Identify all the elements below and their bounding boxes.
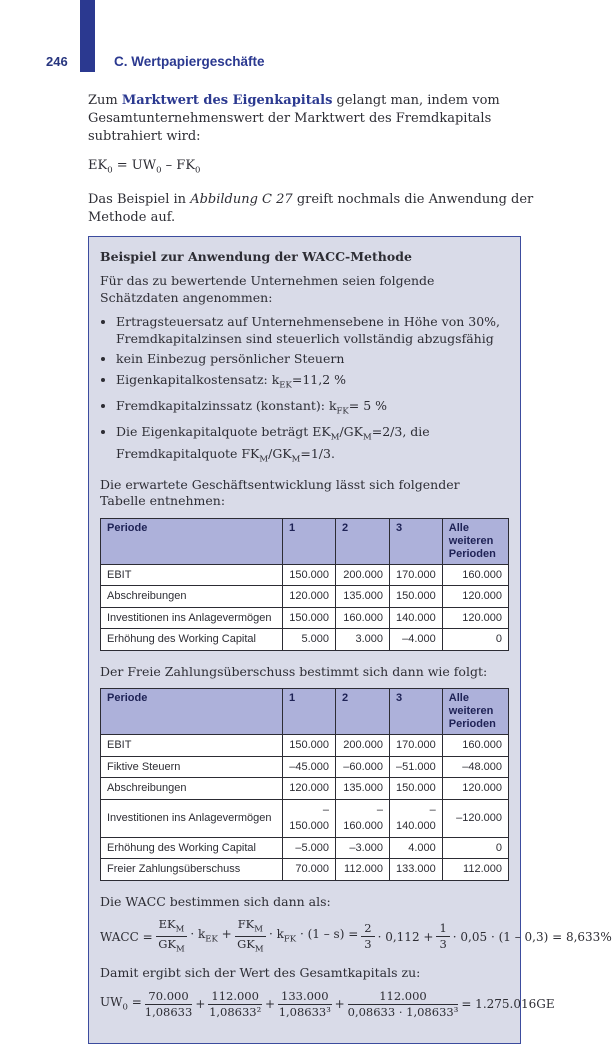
cell-value: 112.000 (442, 859, 508, 881)
table-row (101, 586, 509, 608)
cell-value: –160.000 (336, 799, 390, 837)
row-label: Erhöhung des Working Capital (101, 629, 283, 651)
cell-value: 120.000 (442, 586, 508, 608)
cell-value: –140.000 (390, 799, 443, 837)
plus-op: + (334, 997, 345, 1012)
wacc-fraction-one-third: $\frac{1}{3}$ (436, 922, 449, 951)
row-label: Freier Zahlungsüberschuss (101, 859, 283, 881)
forecast-table (100, 518, 509, 651)
uw-term-1: $\frac{70.000}{1,08633}$ (144, 988, 193, 1019)
assumption-item: • Ertragsteuersatz auf Unternehmensebene in Höhe von 30%, Fremdkapitalzinsen sind steuerlich vollständig abzugsfähig (116, 314, 509, 347)
uw-term-3: $\frac{133.000}{\text{1,08633³}}$ (278, 988, 331, 1019)
cell-value: 70.000 (283, 859, 336, 881)
wacc-lhs: WACC = (100, 929, 153, 944)
equity-value-formula: $EK_0 = UW_0 - FK_0$ (88, 158, 201, 176)
uw-lhs: $UW_0$ = (100, 994, 142, 1013)
cell-value: 200.000 (336, 735, 390, 757)
wacc-formula (100, 917, 612, 955)
cell-value: 0 (442, 837, 508, 859)
column-header: 2 (336, 518, 390, 564)
wacc-op-2: · $k_{FK} \cdot (1 - s)$ = (269, 926, 359, 945)
plus-op: + (264, 997, 275, 1012)
cell-value: 120.000 (283, 586, 336, 608)
cell-value: 4.000 (390, 837, 443, 859)
cell-value: –60.000 (336, 756, 390, 778)
intro-paragraph-2 (88, 191, 566, 227)
assumption-item: • Eigenkapitalkostensatz: $k_{EK}=11,2$ % (116, 372, 509, 394)
cell-value: –150.000 (283, 799, 336, 837)
cell-value: –120.000 (442, 799, 508, 837)
assumption-list (100, 314, 509, 468)
table-row (101, 629, 509, 651)
cell-value: 0 (442, 629, 508, 651)
wacc-fraction-two-thirds: $\frac{2}{3}$ (361, 922, 374, 951)
wacc-result: · 0,05 · (1 – 0,3) = 8,633% (452, 929, 612, 944)
intro-p2-pre: Das Beispiel in (88, 191, 191, 207)
cell-value: –48.000 (442, 756, 508, 778)
table-row (101, 799, 509, 837)
cell-value: 160.000 (442, 564, 508, 586)
uw-formula-intro: Damit ergibt sich der Wert des Gesamtkapitals zu: (100, 965, 421, 981)
table-row (101, 859, 509, 881)
chapter-bar-decoration (80, 0, 95, 72)
uw-result: = 1.275.016GE (461, 997, 555, 1012)
column-header: Alle weiteren Perioden (442, 689, 508, 735)
uw-term-4: $\frac{112.000}{\text{0,08633 · 1,08633³}}$ (347, 988, 459, 1019)
free-cashflow-table (100, 688, 509, 881)
intro-p2-post: greift nochmals die Anwendung der Methode auf. (88, 191, 534, 225)
intro-paragraph-1 (88, 92, 566, 146)
table-row (101, 735, 509, 757)
header-row (101, 689, 509, 735)
cell-value: 150.000 (283, 735, 336, 757)
table-row (101, 607, 509, 629)
cell-value: 133.000 (390, 859, 443, 881)
table-row (101, 756, 509, 778)
page-number: 246 (46, 54, 68, 69)
header-row (101, 518, 509, 564)
cell-value: 200.000 (336, 564, 390, 586)
example-box (88, 236, 612, 1044)
cell-value: 170.000 (390, 735, 443, 757)
cell-value: 170.000 (390, 564, 443, 586)
cell-value: 160.000 (442, 735, 508, 757)
assumption-item: • Fremdkapitalzinssatz (konstant): $k_{FK}= 5$ % (116, 398, 509, 420)
cell-value: 135.000 (336, 586, 390, 608)
column-header: 2 (336, 689, 390, 735)
wacc-op-3: · 0,112 + (377, 929, 434, 944)
table-row (101, 778, 509, 800)
cell-value: 135.000 (336, 778, 390, 800)
wacc-formula-intro: Die WACC bestimmen sich dann als: (100, 893, 331, 909)
row-label: Abschreibungen (101, 778, 283, 800)
wacc-op-1: · $k_{EK}$ + (190, 926, 232, 945)
cell-value: –3.000 (336, 837, 390, 859)
cell-value: 150.000 (390, 778, 443, 800)
intro-p1-pre: Zum (88, 93, 122, 108)
cell-value: 5.000 (283, 629, 336, 651)
cell-value: 150.000 (283, 607, 336, 629)
example-lead: Für das zu bewertende Unternehmen seien folgende Schätzdaten angenommen: (100, 273, 435, 305)
cell-value: –51.000 (390, 756, 443, 778)
row-label: Investitionen ins Anlagevermögen (101, 799, 283, 837)
table-row (101, 564, 509, 586)
column-header: Periode (101, 518, 283, 564)
cell-value: 120.000 (283, 778, 336, 800)
assumption-item: • Die Eigenkapitalquote beträgt $EK_M/GK_M=2/3$, die Fremdkapitalquote $FK_M/GK_M=1/3$. (116, 424, 509, 468)
total-capital-formula (100, 988, 555, 1019)
cell-value: 3.000 (336, 629, 390, 651)
cell-value: 160.000 (336, 607, 390, 629)
keyword-marktwert-eigenkapital: Marktwert des Eigenkapitals (121, 93, 333, 108)
cell-value: –45.000 (283, 756, 336, 778)
plus-op: + (195, 997, 206, 1012)
row-label: Erhöhung des Working Capital (101, 837, 283, 859)
cell-value: –5.000 (283, 837, 336, 859)
cell-value: 120.000 (442, 778, 508, 800)
free-cashflow-table-intro: Der Freie Zahlungsüberschuss bestimmt sich dann wie folgt: (100, 663, 488, 679)
cell-value: 150.000 (390, 586, 443, 608)
column-header: 1 (283, 518, 336, 564)
wacc-fraction-debt: $\frac{FK_M}{GK_M}$ (235, 918, 266, 955)
column-header: 1 (283, 689, 336, 735)
column-header: Periode (101, 689, 283, 735)
cell-value: 150.000 (283, 564, 336, 586)
page-content (88, 92, 612, 1044)
cell-value: 112.000 (336, 859, 390, 881)
forecast-table-intro: Die erwartete Geschäftsentwicklung lässt sich folgender Tabelle entnehmen: (100, 476, 460, 509)
cell-value: –4.000 (390, 629, 443, 651)
row-label: Investitionen ins Anlagevermögen (101, 607, 283, 629)
column-header: 3 (390, 689, 443, 735)
uw-term-2: $\frac{112.000}{\text{1,08633²}}$ (209, 988, 262, 1019)
row-label: EBIT (101, 564, 283, 586)
row-label: Abschreibungen (101, 586, 283, 608)
column-header: 3 (390, 518, 443, 564)
cell-value: 120.000 (442, 607, 508, 629)
example-box-title: Beispiel zur Anwendung der WACC-Methode (100, 248, 412, 264)
row-label: Fiktive Steuern (101, 756, 283, 778)
assumption-item: • kein Einbezug persönlicher Steuern (116, 351, 509, 368)
wacc-fraction-equity: $\frac{EK_M}{GK_M}$ (156, 918, 188, 955)
intro-p1-post: gelangt man, indem vom Gesamtunternehmenswert der Marktwert des Fremdkapitals subtrahiert wird: (88, 93, 500, 144)
figure-reference: Abbildung C 27 (190, 191, 293, 207)
cell-value: 140.000 (390, 607, 443, 629)
column-header: Alle weiteren Perioden (442, 518, 508, 564)
table-row (101, 837, 509, 859)
chapter-title: C. Wertpapiergeschäfte (114, 54, 265, 69)
row-label: EBIT (101, 735, 283, 757)
